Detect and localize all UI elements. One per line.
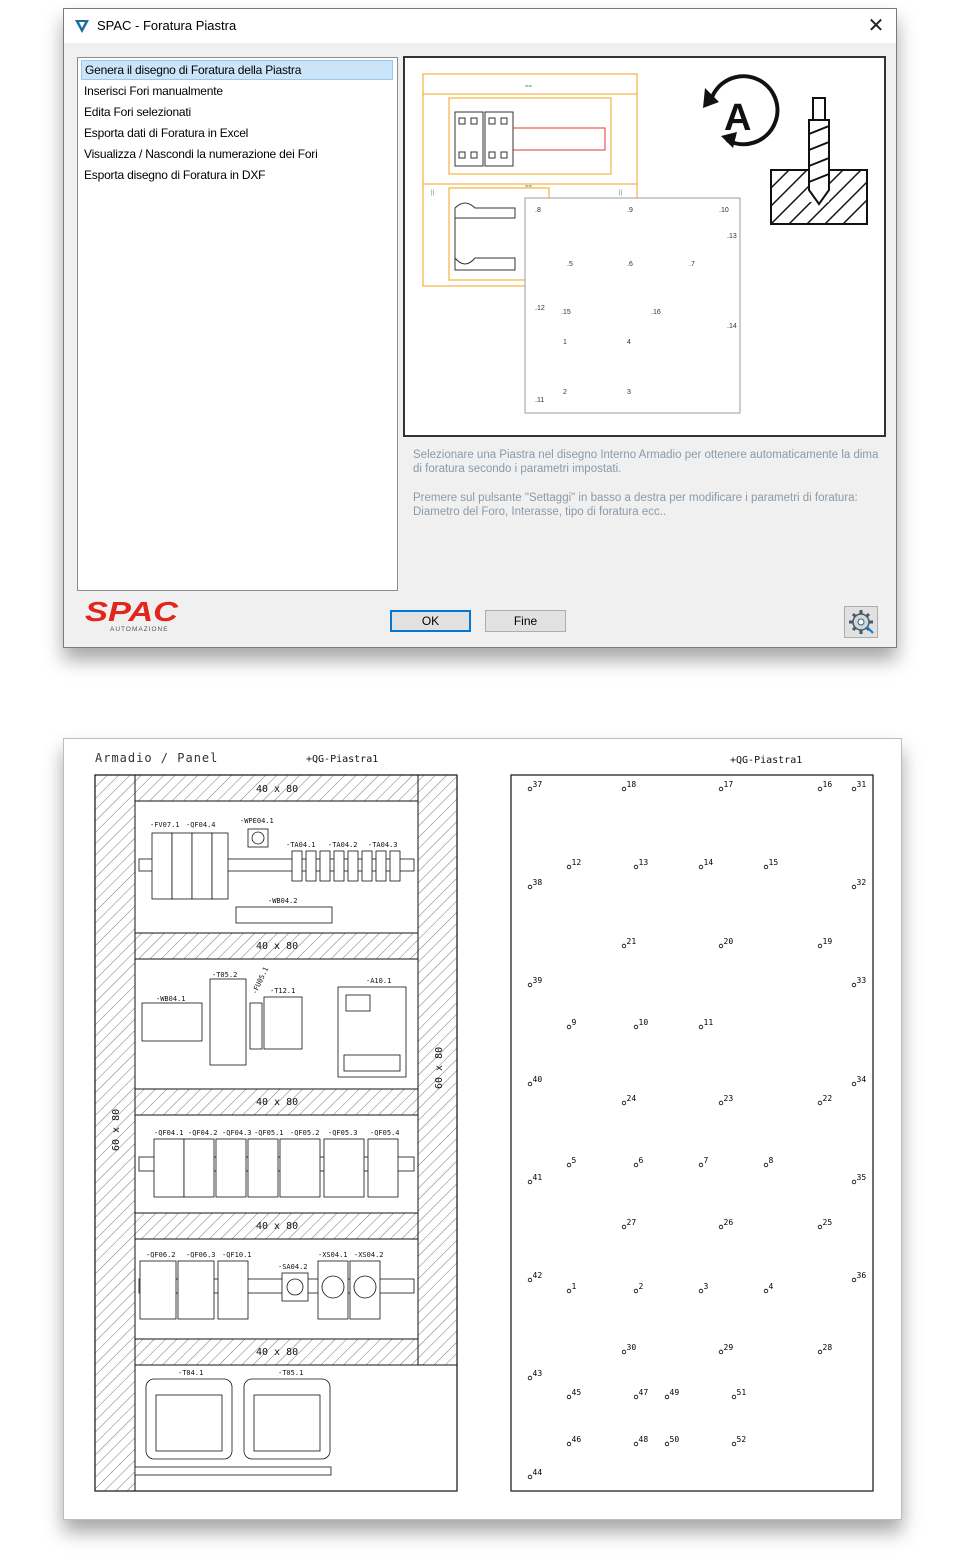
drill-hole-label: 1 (571, 1282, 577, 1291)
drill-hole-label: 25 (822, 1218, 833, 1227)
drill-hole-marker (764, 1163, 768, 1167)
drill-hole-label: 23 (723, 1094, 734, 1103)
panel-drawing (63, 738, 902, 1520)
svg-text:-QF04.4: -QF04.4 (186, 821, 216, 829)
svg-text:4: 4 (627, 339, 631, 346)
drill-hole-marker (528, 983, 532, 987)
drill-hole-marker (719, 1350, 723, 1354)
drill-hole-label: 50 (669, 1435, 680, 1444)
svg-text:==: == (525, 184, 533, 190)
drill-hole-marker (622, 787, 626, 791)
drill-hole-marker (732, 1442, 736, 1446)
drill-hole-label: 34 (856, 1075, 867, 1084)
drill-hole-marker (567, 1163, 571, 1167)
svg-text:-WB04.1: -WB04.1 (156, 995, 186, 1003)
svg-text:.6: .6 (627, 261, 633, 268)
svg-text:.13: .13 (727, 233, 737, 240)
drill-hole-marker (665, 1395, 669, 1399)
spac-logo (84, 599, 180, 635)
cabinet-layout (95, 775, 457, 1491)
svg-text:-QF05.4: -QF05.4 (370, 1129, 400, 1137)
panel-title: Armadio / Panel (95, 751, 219, 765)
gear-icon (845, 607, 877, 637)
drill-hole-marker (528, 1278, 532, 1282)
drilling-plate (511, 775, 873, 1491)
drill-hole-label: 6 (638, 1156, 644, 1165)
drawing-canvas (64, 739, 901, 1519)
drill-hole-marker (567, 1289, 571, 1293)
drill-hole-label: 31 (856, 780, 867, 789)
drill-hole-label: 40 (532, 1075, 543, 1084)
drill-hole-marker (818, 1350, 822, 1354)
svg-text:-FV07.1: -FV07.1 (150, 821, 180, 829)
preview-drawing (405, 58, 884, 435)
svg-text:-QF04.2: -QF04.2 (188, 1129, 218, 1137)
foratura-dialog (63, 8, 897, 648)
drill-hole-marker (719, 944, 723, 948)
drill-hole-marker (634, 1442, 638, 1446)
svg-text:2: 2 (563, 389, 567, 396)
drill-hole-marker (699, 1025, 703, 1029)
svg-text:-QF05.3: -QF05.3 (328, 1129, 358, 1137)
drill-hole-marker (567, 1025, 571, 1029)
drill-hole-marker (818, 1101, 822, 1105)
svg-text:60 x 80: 60 x 80 (434, 1046, 445, 1089)
svg-text:-T12.1: -T12.1 (270, 987, 296, 995)
drill-hole-label: 5 (571, 1156, 577, 1165)
svg-text:.14: .14 (727, 323, 737, 330)
drill-hole-label: 19 (822, 937, 833, 946)
drill-hole-marker (528, 787, 532, 791)
fine-button[interactable]: Fine (485, 610, 566, 632)
drill-hole-marker (665, 1442, 669, 1446)
drill-hole-marker (699, 1163, 703, 1167)
svg-text:A: A (724, 97, 752, 139)
svg-text:.15: .15 (561, 309, 571, 316)
drill-hole-label: 13 (638, 858, 649, 867)
drill-hole-marker (852, 1180, 856, 1184)
svg-text:-XS04.2: -XS04.2 (354, 1251, 384, 1259)
drill-hole-label: 21 (626, 937, 637, 946)
drill-hole-marker (528, 1475, 532, 1479)
drill-hole-marker (528, 1376, 532, 1380)
drill-hole-marker (567, 1442, 571, 1446)
svg-text:-QF06.2: -QF06.2 (146, 1251, 176, 1259)
svg-text:-WPE04.1: -WPE04.1 (240, 817, 274, 825)
drill-hole-label: 36 (856, 1271, 867, 1280)
drill-hole-marker (622, 1101, 626, 1105)
drill-holes (528, 780, 866, 1479)
spac-v-icon (74, 18, 90, 34)
description-text (413, 448, 883, 534)
svg-text:1: 1 (563, 339, 567, 346)
close-icon: ✕ (867, 15, 885, 37)
drill-hole-label: 26 (723, 1218, 734, 1227)
drill-hole-label: 33 (856, 976, 867, 985)
svg-text:-T04.1: -T04.1 (178, 1369, 204, 1377)
drill-hole-label: 10 (638, 1018, 649, 1027)
drill-hole-label: 42 (532, 1271, 543, 1280)
plate-label: +QG-Piastra1 (730, 755, 803, 766)
drill-hole-marker (852, 885, 856, 889)
drill-hole-label: 16 (822, 780, 833, 789)
svg-text:-A10.1: -A10.1 (366, 977, 392, 985)
drill-hole-marker (699, 865, 703, 869)
svg-text:.11: .11 (535, 397, 545, 404)
svg-text:40 x 80: 40 x 80 (256, 941, 299, 952)
svg-text:40 x 80: 40 x 80 (256, 1221, 299, 1232)
drill-hole-marker (852, 1278, 856, 1282)
close-button[interactable] (860, 12, 892, 40)
drill-hole-label: 4 (768, 1282, 774, 1291)
drill-hole-label: 3 (703, 1282, 709, 1291)
drill-hole-label: 22 (822, 1094, 833, 1103)
menu-item-numerazione[interactable]: Visualizza / Nascondi la numerazione dei Fori (84, 147, 318, 161)
drill-hole-label: 49 (669, 1388, 680, 1397)
command-list (77, 57, 398, 591)
svg-text:||: || (431, 190, 435, 196)
svg-text:.8: .8 (535, 207, 541, 214)
svg-text:40 x 80: 40 x 80 (256, 1097, 299, 1108)
svg-text:.9: .9 (627, 207, 633, 214)
svg-text:60 x 80: 60 x 80 (111, 1108, 122, 1151)
drill-hole-marker (852, 1082, 856, 1086)
drill-hole-label: 43 (532, 1369, 543, 1378)
svg-text:40 x 80: 40 x 80 (256, 1347, 299, 1358)
svg-text:-TA04.3: -TA04.3 (368, 841, 398, 849)
menu-item-inserisci[interactable]: Inserisci Fori manualmente (84, 84, 223, 98)
svg-text:-QF05.1: -QF05.1 (254, 1129, 284, 1137)
svg-text:-T05.2: -T05.2 (212, 971, 238, 979)
drill-hole-marker (634, 865, 638, 869)
drill-hole-label: 18 (626, 780, 637, 789)
svg-text:-QF04.3: -QF04.3 (222, 1129, 252, 1137)
drill-hole-marker (622, 944, 626, 948)
title-bar (64, 9, 896, 43)
svg-text:-SA04.2: -SA04.2 (278, 1263, 308, 1271)
drill-hole-marker (764, 1289, 768, 1293)
drill-hole-marker (818, 787, 822, 791)
menu-item-genera[interactable]: Genera il disegno di Foratura della Piastra (81, 60, 393, 80)
drill-hole-label: 44 (532, 1468, 543, 1477)
drill-hole-marker (818, 944, 822, 948)
drill-hole-label: 7 (703, 1156, 709, 1165)
drill-hole-marker (699, 1289, 703, 1293)
drill-hole-label: 20 (723, 937, 734, 946)
description-paragraph-2: Premere sul pulsante "Settaggi" in basso a destra per modificare i parametri di foratura: Diametro del Foro, Interasse, tipo di foratura ecc.. (413, 492, 858, 518)
svg-text:-T05.1: -T05.1 (278, 1369, 304, 1377)
drill-hole-marker (634, 1163, 638, 1167)
drill-hole-label: 24 (626, 1094, 637, 1103)
drill-hole-label: 30 (626, 1343, 637, 1352)
drill-hole-marker (764, 865, 768, 869)
drill-hole-marker (528, 1082, 532, 1086)
drill-hole-label: 8 (768, 1156, 774, 1165)
drill-hole-marker (719, 1225, 723, 1229)
svg-text:-QF05.2: -QF05.2 (290, 1129, 320, 1137)
drill-hole-marker (528, 1180, 532, 1184)
description-paragraph-1: Selezionare una Piastra nel disegno Interno Armadio per ottenere automaticamente la dima di foratura secondo i parametri impostati. (413, 449, 879, 475)
window-title: SPAC - Foratura Piastra (97, 18, 237, 33)
drill-hole-label: 29 (723, 1343, 734, 1352)
drill-hole-label: 37 (532, 780, 543, 789)
drill-hole-label: 45 (571, 1388, 582, 1397)
drill-hole-label: 27 (626, 1218, 637, 1227)
drill-hole-marker (528, 885, 532, 889)
drill-hole-marker (852, 983, 856, 987)
drill-hole-marker (732, 1395, 736, 1399)
svg-text:.10: .10 (719, 207, 729, 214)
svg-text:||: || (619, 190, 623, 196)
drill-hole-label: 11 (703, 1018, 714, 1027)
svg-text:.7: .7 (689, 261, 695, 268)
svg-text:.5: .5 (567, 261, 573, 268)
svg-text:-WB04.2: -WB04.2 (268, 897, 298, 905)
drill-hole-marker (719, 1101, 723, 1105)
drill-hole-label: 2 (638, 1282, 644, 1291)
menu-item-edita[interactable]: Edita Fori selezionati (84, 105, 191, 119)
svg-text:-FU05.1: -FU05.1 (250, 965, 271, 996)
menu-item-esporta-excel[interactable]: Esporta dati di Foratura in Excel (84, 126, 249, 140)
drill-hole-marker (818, 1225, 822, 1229)
svg-text:-TA04.1: -TA04.1 (286, 841, 316, 849)
svg-text:-TA04.2: -TA04.2 (328, 841, 358, 849)
drill-hole-label: 38 (532, 878, 543, 887)
drill-hole-marker (622, 1225, 626, 1229)
svg-text:.16: .16 (651, 309, 661, 316)
drill-hole-label: 47 (638, 1388, 649, 1397)
svg-text:-XS04.1: -XS04.1 (318, 1251, 348, 1259)
drill-hole-label: 48 (638, 1435, 649, 1444)
drill-hole-label: 12 (571, 858, 582, 867)
drill-hole-label: 17 (723, 780, 734, 789)
drill-hole-label: 28 (822, 1343, 833, 1352)
svg-text:SPAC: SPAC (85, 599, 179, 627)
drill-hole-label: 51 (736, 1388, 747, 1397)
preview-panel (403, 56, 886, 437)
drill-hole-label: 52 (736, 1435, 747, 1444)
settings-button[interactable] (844, 606, 878, 638)
drill-hole-label: 9 (571, 1018, 577, 1027)
svg-text:-QF06.3: -QF06.3 (186, 1251, 216, 1259)
svg-text:-QF10.1: -QF10.1 (222, 1251, 252, 1259)
drill-hole-label: 46 (571, 1435, 582, 1444)
svg-text:==: == (525, 84, 533, 90)
drill-hole-label: 41 (532, 1173, 543, 1182)
drill-hole-marker (567, 865, 571, 869)
drill-hole-marker (634, 1289, 638, 1293)
drill-hole-label: 15 (768, 858, 779, 867)
svg-text:.12: .12 (535, 305, 545, 312)
drill-hole-marker (719, 787, 723, 791)
drill-hole-label: 14 (703, 858, 714, 867)
drill-hole-marker (634, 1025, 638, 1029)
svg-text:AUTOMAZIONE: AUTOMAZIONE (110, 626, 169, 633)
drill-hole-marker (622, 1350, 626, 1354)
drill-hole-marker (852, 787, 856, 791)
drill-hole-label: 32 (856, 878, 867, 887)
svg-text:-QF04.1: -QF04.1 (154, 1129, 184, 1137)
menu-item-esporta-dxf[interactable]: Esporta disegno di Foratura in DXF (84, 168, 266, 182)
drill-hole-label: 35 (856, 1173, 867, 1182)
svg-text:40 x 80: 40 x 80 (256, 784, 299, 795)
ok-button[interactable]: OK (390, 610, 471, 632)
drill-hole-marker (634, 1395, 638, 1399)
drill-hole-marker (567, 1395, 571, 1399)
cabinet-label: +QG-Piastra1 (306, 754, 379, 765)
svg-text:3: 3 (627, 389, 631, 396)
drill-hole-label: 39 (532, 976, 543, 985)
